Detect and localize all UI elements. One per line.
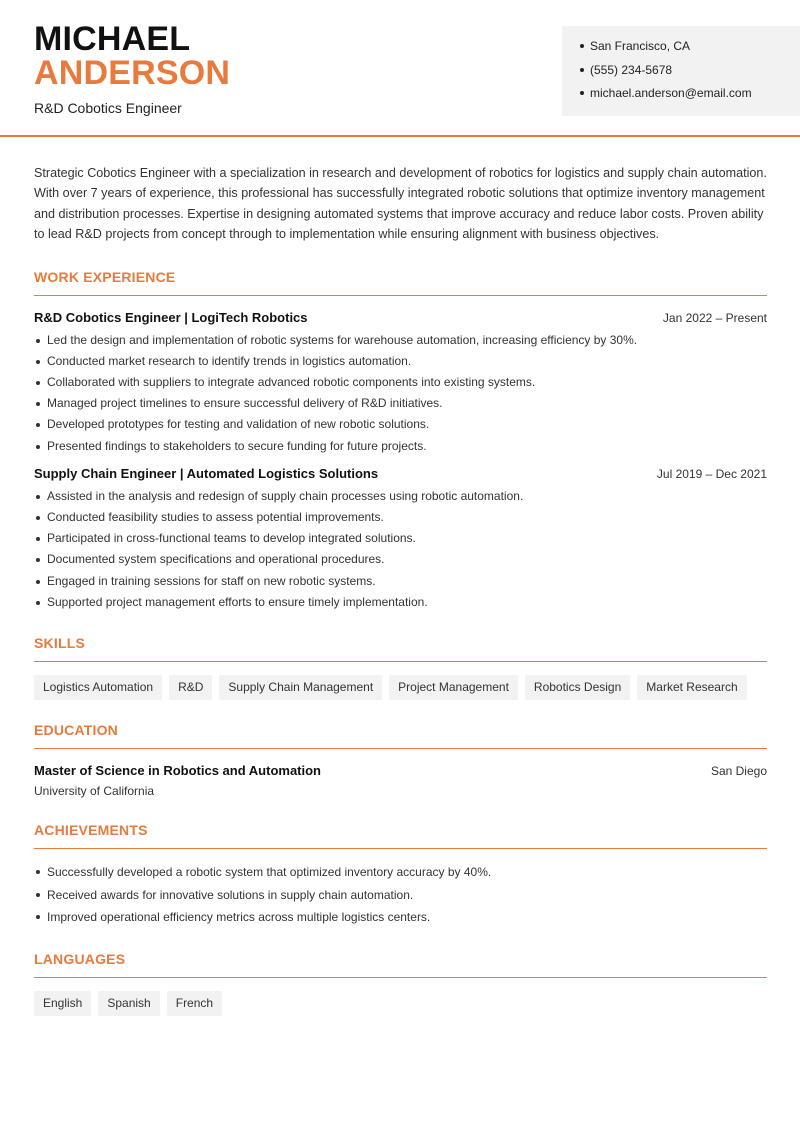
section-title-languages: LANGUAGES bbox=[34, 950, 126, 967]
section-divider bbox=[34, 295, 767, 296]
skill-chip: Supply Chain Management bbox=[219, 675, 382, 700]
skill-chip: Robotics Design bbox=[525, 675, 630, 700]
section-title-achievements: ACHIEVEMENTS bbox=[34, 822, 148, 839]
list-item: Conducted market research to identify trends in logistics automation. bbox=[34, 351, 767, 372]
language-chip: English bbox=[34, 991, 91, 1016]
list-item: Conducted feasibility studies to assess potential improvements. bbox=[34, 507, 767, 528]
list-item: Received awards for innovative solutions in supply chain automation. bbox=[34, 884, 767, 907]
contact-location: San Francisco, CA bbox=[578, 39, 800, 63]
list-item: Documented system specifications and operational procedures. bbox=[34, 549, 767, 570]
skill-chip: Market Research bbox=[637, 675, 746, 700]
skill-chip: Project Management bbox=[389, 675, 518, 700]
job-bullets bbox=[34, 486, 767, 613]
language-chip: Spanish bbox=[98, 991, 159, 1016]
list-item: Participated in cross-functional teams to develop integrated solutions. bbox=[34, 528, 767, 549]
list-item: Collaborated with suppliers to integrate advanced robotic components into existing systems. bbox=[34, 372, 767, 393]
section-divider bbox=[34, 661, 767, 662]
list-item: Managed project timelines to ensure successful delivery of R&D initiatives. bbox=[34, 393, 767, 414]
achievements-list bbox=[34, 861, 767, 929]
language-chips bbox=[34, 991, 767, 1016]
language-chip: French bbox=[167, 991, 222, 1016]
job-entry-title: Supply Chain Engineer | Automated Logistics Solutions bbox=[34, 465, 379, 481]
achievements-section bbox=[34, 822, 767, 929]
list-item: Presented findings to stakeholders to secure funding for future projects. bbox=[34, 436, 767, 457]
last-name: ANDERSON bbox=[34, 54, 231, 92]
contact-phone: (555) 234-5678 bbox=[578, 63, 800, 87]
list-item: Supported project management efforts to ensure timely implementation. bbox=[34, 592, 767, 613]
education-location: San Diego bbox=[710, 764, 767, 779]
list-item: Successfully developed a robotic system that optimized inventory accuracy by 40%. bbox=[34, 861, 767, 884]
resume-body bbox=[34, 163, 767, 1016]
section-title-skills: SKILLS bbox=[34, 635, 85, 652]
section-divider bbox=[34, 748, 767, 749]
job-entry bbox=[34, 466, 767, 613]
education-section bbox=[34, 722, 767, 798]
languages-section bbox=[34, 951, 767, 1016]
skills-chips bbox=[34, 675, 767, 700]
list-item: Assisted in the analysis and redesign of supply chain processes using robotic automation. bbox=[34, 486, 767, 507]
contact-email: michael.anderson@email.com bbox=[578, 86, 800, 110]
list-item: Improved operational efficiency metrics across multiple logistics centers. bbox=[34, 906, 767, 929]
first-name: MICHAEL bbox=[34, 20, 191, 58]
job-bullets bbox=[34, 330, 767, 457]
job-entry-dates: Jul 2019 – Dec 2021 bbox=[656, 466, 767, 481]
list-item: Led the design and implementation of robotic systems for warehouse automation, increasing efficiency by 30%. bbox=[34, 330, 767, 351]
section-title-work: WORK EXPERIENCE bbox=[34, 268, 176, 285]
contact-list bbox=[578, 39, 800, 110]
contact-box bbox=[562, 26, 800, 116]
skill-chip: R&D bbox=[169, 675, 212, 700]
resume-header bbox=[0, 0, 800, 137]
section-title-education: EDUCATION bbox=[34, 722, 118, 739]
list-item: Engaged in training sessions for staff on new robotic systems. bbox=[34, 571, 767, 592]
work-section bbox=[34, 269, 767, 613]
candidate-name bbox=[34, 22, 230, 90]
job-entry bbox=[34, 310, 767, 457]
job-entry-title: R&D Cobotics Engineer | LogiTech Robotics bbox=[34, 309, 308, 325]
section-divider bbox=[34, 848, 767, 849]
skill-chip: Logistics Automation bbox=[34, 675, 162, 700]
section-divider bbox=[34, 977, 767, 978]
job-title: R&D Cobotics Engineer bbox=[34, 100, 182, 116]
education-school: University of California bbox=[34, 784, 155, 799]
skills-section bbox=[34, 635, 767, 700]
list-item: Developed prototypes for testing and validation of new robotic solutions. bbox=[34, 414, 767, 435]
job-entry-dates: Jan 2022 – Present bbox=[662, 310, 767, 325]
summary-paragraph: Strategic Cobotics Engineer with a specialization in research and development of robotics for logistics and supply chain automation. With over 7 years of experience, this professional has successfully integrated robotic solutions that optimize inventory management and distribution processes. Expertise in designing automated systems that improve accuracy and reduce labor costs. Proven ability to lead R&D projects from concept through to implementation while ensuring alignment with business objectives. bbox=[34, 166, 767, 242]
education-degree: Master of Science in Robotics and Automation bbox=[34, 763, 321, 779]
